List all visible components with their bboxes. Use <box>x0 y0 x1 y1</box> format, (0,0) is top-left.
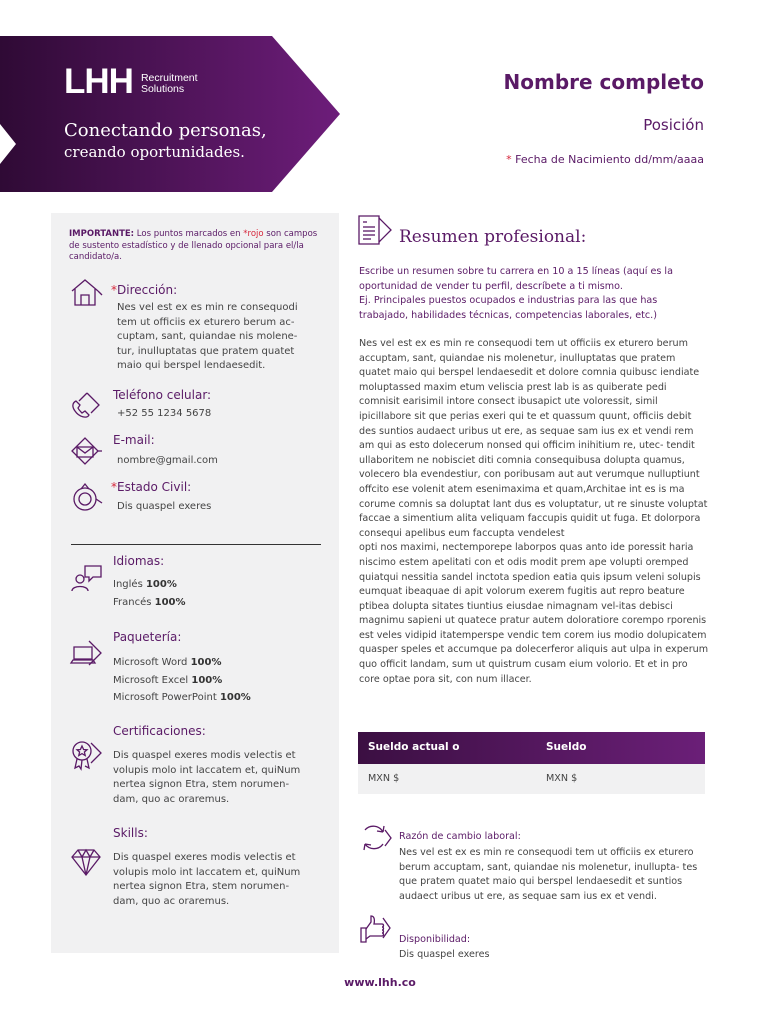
salary-table <box>358 732 705 794</box>
thumbs-up-icon <box>357 912 393 948</box>
direccion-label: Dirección: <box>117 283 178 297</box>
telefono-text: +52 55 1234 5678 <box>117 408 212 419</box>
resumen-instructions <box>359 265 709 323</box>
important-red: *rojo <box>243 229 264 239</box>
important-label: IMPORTANTE: <box>69 229 135 239</box>
brand-banner <box>0 36 340 192</box>
software-item <box>113 674 251 689</box>
ring-icon <box>69 481 105 517</box>
logo-mark: LHH <box>64 62 133 101</box>
logo-sub-line-1: Recruitment <box>140 72 198 84</box>
important-pre: Los puntos marcados en <box>134 229 244 239</box>
idioma-label: Francés <box>113 596 155 608</box>
house-icon <box>69 275 105 311</box>
salary-table-row <box>358 764 705 794</box>
birth-date <box>506 153 704 166</box>
tagline-line-2: creando oportunidades. <box>64 143 245 161</box>
software-item <box>113 691 251 706</box>
razon-text: Nes vel est ex es min re consequodi tem ut officiis ex eturero berum accuptam, sant, quiandae nis molenetur, inullupta- tes que pratem quatet maio qui berspel lendaesedit et suntios audaect uribus ut ere, as sequae sam ius ex et vendi. <box>399 847 698 902</box>
tagline <box>64 120 267 162</box>
idioma-item <box>113 578 186 593</box>
skills-title: Skills: <box>113 826 148 840</box>
idioma-value: 100% <box>154 596 186 608</box>
full-name: Nombre completo <box>503 70 704 94</box>
razon-title: Razón de cambio laboral: <box>399 831 521 842</box>
footer-url[interactable]: www.lhh.co <box>344 976 416 989</box>
estado-text: Dis quaspel exeres <box>117 501 212 512</box>
laptop-icon <box>69 637 105 673</box>
paqueteria-title: Paquetería: <box>113 630 182 644</box>
logo-sub-line-2: Solutions <box>140 83 185 95</box>
tagline-line-1: Conectando personas, <box>64 120 267 141</box>
certificaciones-text: Dis quaspel exeres modis velectis et volupis molo int laccatem et, quiNum nertea signon Etra, stem norumen-dam, quo ac oraremus. <box>113 750 301 805</box>
award-icon <box>69 737 105 773</box>
salary-table-header <box>358 732 705 764</box>
software-label: Microsoft PowerPoint <box>113 692 220 704</box>
document-icon <box>357 214 395 248</box>
skills-text: Dis quaspel exeres modis velectis et volupis molo int laccatem et, quiNum nertea signon Etra, stem norumen-dam, quo ac oraremus. <box>113 852 301 907</box>
banner-arrow-shape <box>0 36 340 192</box>
instructions-text: Escribe un resumen sobre tu carrera en 10 a 15 líneas (aquí es la oportunidad de vender tu perfil, descríbete a ti mismo. Ej. Principales puestos ocupados e industrias para las que has trabajado, habilidades técnicas, competencias laborales, etc.) <box>359 266 673 321</box>
resumen-title: Resumen profesional: <box>399 227 587 247</box>
idioma-value: 100% <box>145 579 177 590</box>
disponibilidad-text: Dis quaspel exeres <box>399 949 490 960</box>
required-mark: * <box>506 153 512 166</box>
estado-title <box>111 480 191 494</box>
software-value: 100% <box>190 657 222 668</box>
idiomas-title: Idiomas: <box>113 554 165 568</box>
idioma-item <box>113 596 186 611</box>
software-value: 100% <box>219 692 251 704</box>
idiomas-list <box>113 578 186 610</box>
telefono-title: Teléfono celular: <box>113 388 212 402</box>
birth-date-label: Fecha de Nacimiento dd/mm/aaaa <box>515 153 704 166</box>
email-text: nombre@gmail.com <box>117 455 218 466</box>
software-value: 100% <box>191 674 223 686</box>
direccion-title <box>111 283 177 297</box>
salary-header-current: Sueldo actual o <box>368 741 460 753</box>
important-note <box>69 229 323 264</box>
cycle-arrows-icon <box>357 820 393 856</box>
salary-value-desired[interactable]: MXN $ <box>546 773 578 784</box>
software-label: Microsoft Word <box>113 657 191 668</box>
disponibilidad-title: Disponibilidad: <box>399 934 471 945</box>
lhh-logo <box>64 62 198 101</box>
sidebar-divider <box>71 544 321 545</box>
software-label: Microsoft Excel <box>113 674 192 686</box>
email-icon <box>69 433 105 469</box>
salary-value-current[interactable]: MXN $ <box>368 773 400 784</box>
phone-icon <box>69 387 105 423</box>
estado-label: Estado Civil: <box>117 480 192 494</box>
email-title: E-mail: <box>113 433 155 447</box>
salary-header-desired: Sueldo <box>546 741 587 753</box>
paqueteria-list <box>113 656 251 706</box>
important-post: son campos de sustento estadístico y de llenado opcional para el/la candidato/a. <box>69 229 318 262</box>
sidebar <box>51 213 339 953</box>
certificaciones-title: Certificaciones: <box>113 724 206 738</box>
resumen-text: Nes vel est ex es min re consequodi tem ut officiis ex eturero berum accuptam, sant, quiandae nis molenetur, inulluptatas que pratem quatet maio qui berspel lendaesedit et dolore comnia quibusc iendiate moluptassed maxim etum veliscia prest lab is as quiberate pedi comnisit earisimil intore consect ibusapict ute voloressit, simil ipicillabore sit que perias exeri qui te et quassum quunt, officiis debit des suntios audaect uribus ut ere, as sequae sam ius ex et vendi rem am qui as esto dolecerum nonsed qui officim inihitium re, utec- tendit ullaboritem ne nobisciet diti comnia consequibusa dolupta quamus, volecero bla evendestiur, con poribusam aut aut verumque nulluptiunt offcito ese volenit atem esenimaxima et quam,Architae int es is ma corume comnis sa doluptat lant dus es voluptatur, ut re sinuste voluptat faccae a simentium alita veliquam faccupis quidit ut fuga. Et dolorpora consequi apelibus eum faccupta vendelest opti nos maximi, nectemporepe laborpos quas anto ide poressit haria niscimo estem apelitati con et odis modit prem ape volupti oremped quiatqui nessitia sandel inctota spedion eatia quis ipsum veleni solupis eumquat ibeaquae di apit volorum exerem fugitis aut repro beature ptibea dolupta sitates tiuntius eiusdae nimagnam vel-itas debisci magnimu sapieni ut quatece pratur autem doloratiore corempo rporenis est veles vidipid itatemperspe vendic tem corem ius modio dolupicatem quasper speles et accumque pa dolecerferor aliquis aut ulpa in experum quo officit landam, sum ut quistrum cusam eium volorio. Et et in pro core optae pora sit, con num illacer. <box>359 338 709 685</box>
diamond-icon <box>69 845 105 881</box>
idioma-label: Inglés <box>113 579 146 590</box>
position-title: Posición <box>643 116 704 134</box>
required-mark: * <box>111 283 117 297</box>
chat-person-icon <box>69 561 105 597</box>
direccion-text: Nes vel est ex es min re consequodi tem ut officiis ex eturero berum ac-cuptam, sant, quiandae nis molene-tur, inulluptatas que pratem quatet maio qui berspel lendaesedit. <box>117 302 298 372</box>
required-mark: * <box>111 480 117 494</box>
logo-subtitle <box>141 73 198 95</box>
software-item <box>113 656 251 671</box>
